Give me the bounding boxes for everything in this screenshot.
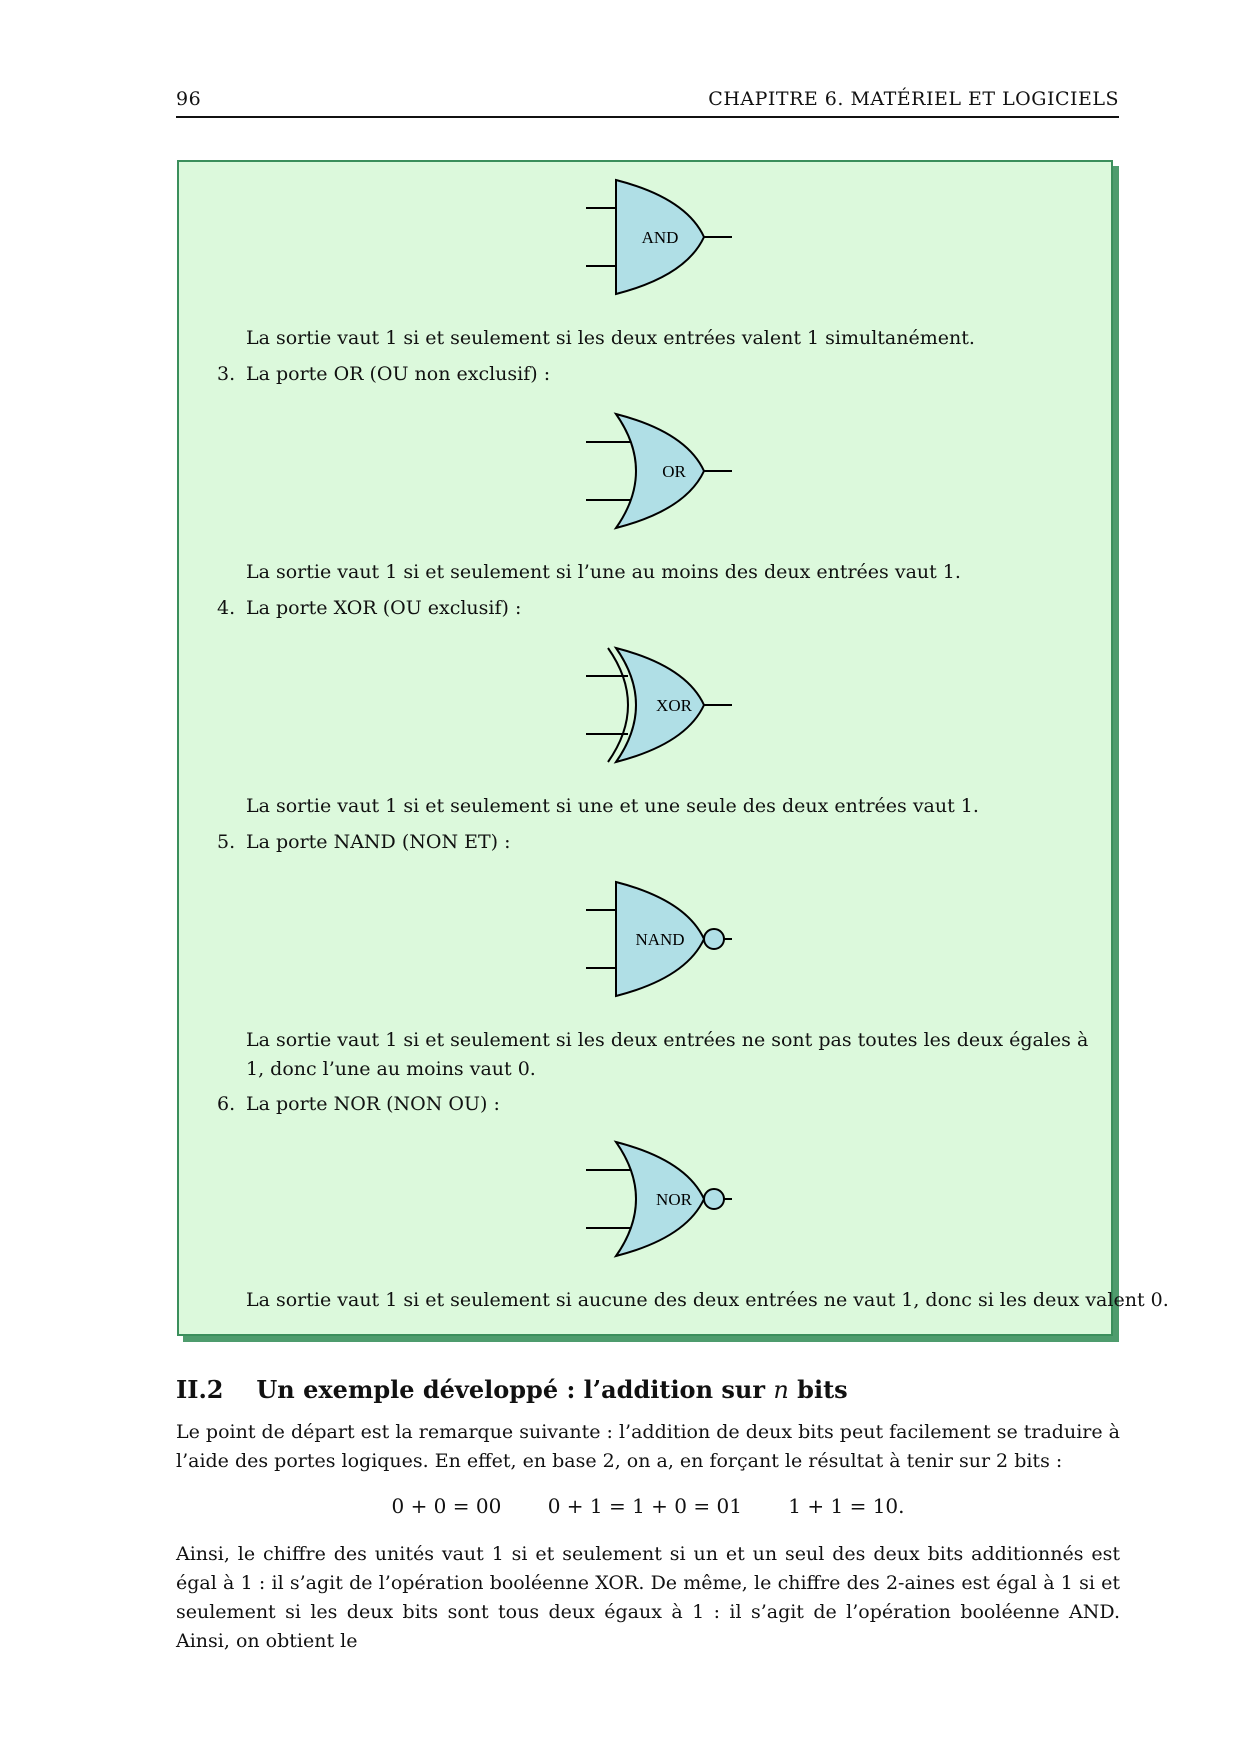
list-item-xor	[217, 594, 522, 623]
gate-label-or: OR	[662, 462, 686, 481]
xor-gate-diagram	[586, 644, 742, 768]
gate-label-nand: NAND	[635, 930, 685, 949]
gate-label-nor: NOR	[656, 1190, 692, 1209]
section-number: II.2	[176, 1375, 224, 1404]
equation-2: 0 + 1 = 1 + 0 = 01	[547, 1494, 742, 1518]
nand-gate-diagram	[586, 878, 742, 1002]
equation-3: 1 + 1 = 10.	[788, 1494, 905, 1518]
chapter-title: CHAPITRE 6. MATÉRIEL ET LOGICIELS	[708, 88, 1119, 110]
list-item-nand	[217, 828, 511, 857]
list-item-nor	[217, 1090, 500, 1119]
xor-description: La sortie vaut 1 si et seulement si une et une seule des deux entrées vaut 1.	[246, 795, 979, 817]
list-number: 6.	[217, 1093, 236, 1115]
list-number: 4.	[217, 597, 236, 619]
or-gate-diagram	[586, 410, 742, 534]
gate-label-xor: XOR	[656, 696, 692, 715]
addition-equations	[176, 1494, 1120, 1518]
gate-label-and: AND	[641, 228, 679, 247]
nor-gate-diagram	[586, 1138, 742, 1262]
page-header	[176, 84, 1119, 118]
list-item-title: La porte NOR (NON OU) :	[246, 1093, 500, 1115]
and-gate-diagram	[586, 176, 742, 300]
paragraph-intro: Le point de départ est la remarque suivante : l’addition de deux bits peut facilement se traduire à l’aide des portes logiques. En effet, en base 2, on a, en forçant le résultat à tenir sur 2 bits :	[176, 1421, 1120, 1472]
nor-description: La sortie vaut 1 si et seulement si aucune des deux entrées ne vaut 1, donc si les deux valent 0.	[246, 1289, 1169, 1311]
list-item-title: La porte XOR (OU exclusif) :	[246, 597, 522, 619]
page-number: 96	[176, 88, 202, 110]
and-description: La sortie vaut 1 si et seulement si les deux entrées valent 1 simultanément.	[246, 327, 975, 349]
list-number: 3.	[217, 363, 236, 385]
list-item-title: La porte OR (OU non exclusif) :	[246, 363, 551, 385]
paragraph-explanation: Ainsi, le chiffre des unités vaut 1 si et seulement si un et un seul des deux bits additionnés est égal à 1 : il s’agit de l’opération booléenne XOR. De même, le chiffre des 2-aines est égal à 1 si et seulement si les deux bits sont tous deux égaux à 1 : il s’agit de l’opération booléenne AND. Ainsi, on obtient le	[176, 1543, 1120, 1652]
section-variable: n	[773, 1376, 789, 1404]
section-heading	[176, 1375, 848, 1404]
equation-1: 0 + 0 = 00	[391, 1494, 502, 1518]
section-title: Un exemple développé : l’addition sur	[256, 1375, 765, 1404]
section-title-end: bits	[797, 1375, 848, 1404]
list-number: 5.	[217, 831, 236, 853]
or-description: La sortie vaut 1 si et seulement si l’une au moins des deux entrées vaut 1.	[246, 561, 961, 583]
list-item-or	[217, 360, 551, 389]
nand-description: La sortie vaut 1 si et seulement si les deux entrées ne sont pas toutes les deux égales à 1, donc l’une au moins vaut 0.	[246, 1029, 1089, 1080]
list-item-title: La porte NAND (NON ET) :	[246, 831, 511, 853]
